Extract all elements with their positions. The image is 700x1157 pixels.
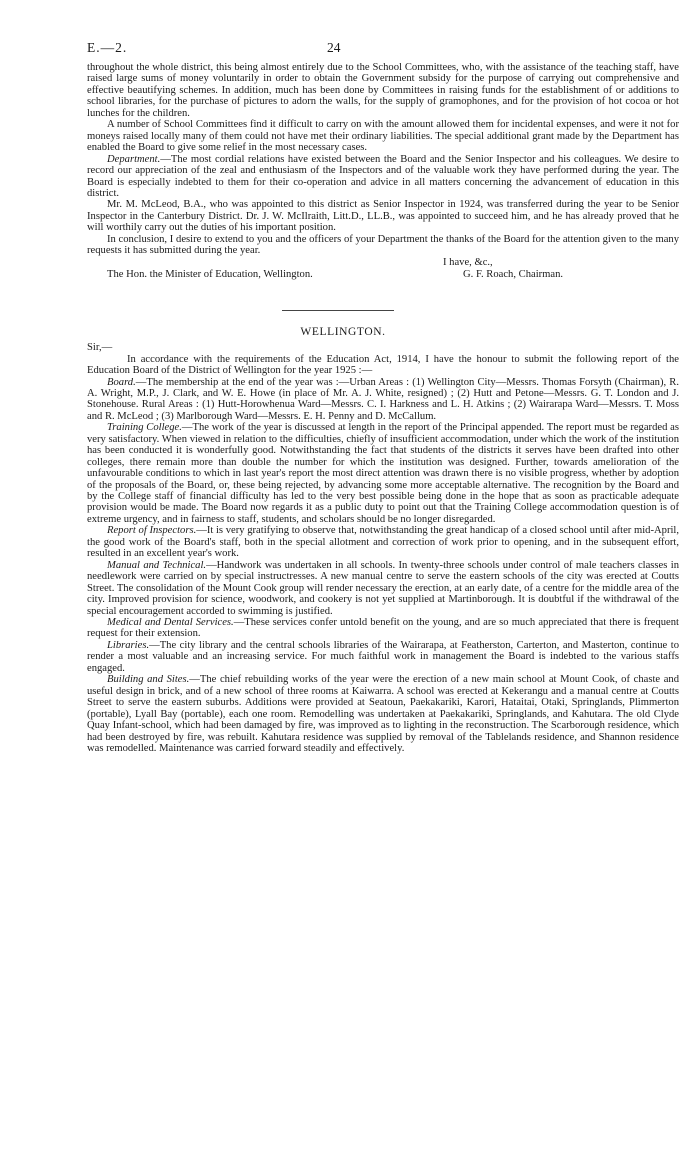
signature-line [87,269,679,282]
wellington-report [87,354,679,755]
addressee: The Hon. the Minister of Education, Wellington. [107,269,313,281]
heading-training-college: Training College. [107,422,182,434]
paragraph-board [87,377,679,423]
heading-manual-technical: Manual and Technical. [107,559,207,571]
text-training-college: —The work of the year is discussed at length in the report of the Principal appended. The report must be regarded as very satisfactory. When viewed in relation to the difficulties, chiefly of insufficient accommodation, under which the work of the institution has been conducted it is wonderfully good. Notwithstanding the fact that students of the districts it serves have been drafted into other colleges, there remain more than double the number for which the institution was designed. Further, towards amelioration of the unfavourable conditions to which in last year's report the most direct attention was drawn there is no visible progress, whether by adoption of the proposals of the Board, or, these being rejected, by advancing some more acceptable alternative. The recognition by the Board and by the College staff of financial difficulty has led to the very best possible being done in the hope that as soon as practicable adequate provision would be made. The Board now regards it as a public duty to point out that the Training College accommodation question is of extreme urgency, and in fairness to staff, students, and scholars should be no longer disregarded. [87,422,679,525]
salutation: Sir,— [87,342,113,354]
text-inspectors: —It is very gratifying to observe that, notwithstanding the great handicap of a closed school until after mid-April, the good work of the Board's staff, both in the special allotment and correction of work prior to opening, and in the subsequent effort, resulted in an excellent year's work. [87,525,680,560]
signature: G. F. Roach, Chairman. [463,269,564,281]
paragraph-conclusion: In conclusion, I desire to extend to you and the officers of your Department the thanks of the Board for the attention given to the many requests it has submitted during the year. [87,233,679,257]
paragraph-department [87,154,679,200]
paragraph-medical-dental [87,617,679,640]
paragraph-building-sites [87,674,679,754]
text-building-sites: —The chief rebuilding works of the year were the erection of a new main school at Mount Cook, of chaste and useful design in brick, and of a new school of three rooms at Kaiwarra. A school was erected at Kekerangu and a manual centre at Coutts Street to serve the eastern suburbs. Additions were provided at Seatoun, Paekakariki, Karori, Hataitai, Otaki, Springlands, Plimmerton (portable), Lyall Bay (portable), each one room. Remodelling was undertaken at Paekakariki, Springlands, and Kahutara. The old Clyde Quay Infant-school, which had been damaged by fire, was improved as to lighting in the reconstruction. The Scarborough residence, which had been destroyed by fire, was rebuilt. Kahutara residence was supplied by removal of the Tablelands residence, and Shannon residence was remodelled. Maintenance was carried forward steadily and effectively. [87,674,680,754]
section-divider [282,310,394,311]
heading-building-sites: Building and Sites. [107,674,190,686]
closing-phrase: I have, &c., [443,256,493,268]
page-header [87,40,679,62]
paragraph-committees: A number of School Committees find it difficult to carry on with the amount allowed them for incidental expenses, and were it not for moneys raised locally many of them could not have met their ordinary liabilities. The special additional grant made by the Department has enabled the Board to give some relief in the most necessary cases. [87,119,679,154]
section-title: WELLINGTON. [300,326,386,339]
paragraph-manual-technical [87,560,679,617]
heading-inspectors: Report of Inspectors. [107,525,197,537]
document-page [87,40,679,754]
heading-department: Department. [107,153,161,165]
paragraph-intro: In accordance with the requirements of the Education Act, 1914, I have the honour to submit the following report of the Education Board of the District of Wellington for the year 1925 :— [87,353,679,377]
text-board: —The membership at the end of the year was :—Urban Areas : (1) Wellington City—Messrs. Thomas Forsyth (Chairman), R. A. Wright, M.P., J. Clark, and W. E. Howe (in place of Mr. A. J. White, resigned) ; (2) Hutt and Petone—Messrs. G. T. London and J. Stonehouse. Rural Areas : (1) Hutt-Horowhenua Ward—Messrs. C. I. Harkness and L. H. Atkins ; (2) Wairarapa Ward—Messrs. T. Moss and R. McLeod ; (3) Marlborough Ward—Messrs. E. H. Penny and D. McCallum. [87,376,679,422]
paragraph-libraries [87,640,679,674]
text-medical-dental: —These services confer untold benefit on the young, and are so much appreciated that there is frequent request for their extension. [87,617,679,640]
paragraph-continued: throughout the whole district, this being almost entirely due to the School Committees, who, with the assistance of the teaching staff, have raised large sums of money voluntarily in order to obtain the Government subsidy for the purpose of carrying out comprehensive and effective beautifying schemes. In addition, much has been done by Committees in raising funds for the establishment of or additions to school libraries, for the purchase of pictures to adorn the walls, for the supply of gramophones, and for the provision of hot cocoa or hot lunches for the children. [87,62,679,119]
page-number: 24 [327,40,341,55]
text-manual-technical: —Handwork was undertaken in all schools. In twenty-three schools under control of male teachers classes in needlework were carried on by special instructresses. A new manual centre to serve the eastern schools of the city was erected at Coutts Street. The consolidation of the Mount Cook group will render necessary the erection, at an early date, of a centre for the middle area of the city. Improved provision for science, woodwork, and cookery is not yet supplied at Martinborough. It is doubtful if the withdrawal of the special encouragement accorded to swimming is justified. [87,559,680,617]
text-libraries: —The city library and the central schools libraries of the Wairarapa, at Featherston, Carterton, and Masterton, continue to render a most valuable and an increasing service. For much faithful work in management the Board is indebted to the various staffs engaged. [87,639,679,674]
report-reference: E.—2. [87,40,128,55]
sign-off [87,257,679,268]
heading-medical-dental: Medical and Dental Services. [107,617,234,629]
text-department: —The most cordial relations have existed between the Board and the Senior Inspector and his colleagues. We desire to record our appreciation of the zeal and enthusiasm of the Inspectors and of the valuable work they have performed during the year. The Board is especially indebted to them for their co-operation and advice in all matters concerning the advancement of education in this district. [87,153,679,199]
continued-report [87,62,679,257]
heading-board: Board. [107,376,136,388]
paragraph-training-college [87,422,679,525]
paragraph-inspectors [87,525,679,559]
paragraph-mcleod: Mr. M. McLeod, B.A., who was appointed to this district as Senior Inspector in 1924, was transferred during the year to be Senior Inspector in the Canterbury District. Dr. J. W. McIlraith, Litt.D., LL.B., was appointed to succeed him, and he has already proved that he will worthily carry out the duties of his important position. [87,199,679,234]
heading-libraries: Libraries. [107,639,150,651]
